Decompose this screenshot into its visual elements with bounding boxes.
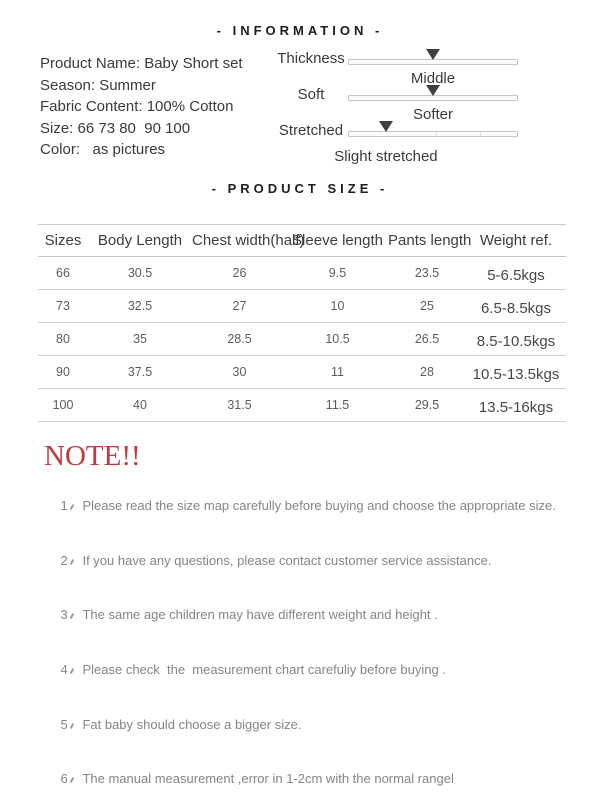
note-item [46, 534, 556, 589]
cell-size: 90 [56, 365, 70, 379]
track-segment-divider [436, 132, 437, 136]
enumeration-comma-icon [70, 723, 75, 729]
col-header-pants-length: Pants length [388, 232, 472, 249]
note-item-number: 2 [60, 552, 68, 568]
cell-size: 80 [56, 332, 70, 346]
cell-body-length: 37.5 [127, 365, 153, 379]
cell-pants-length: 26.5 [414, 332, 440, 346]
col-header-weight-ref: Weight ref. [479, 232, 553, 249]
note-item-text: The manual measurement ,error in 1-2cm with the normal rangel [82, 771, 454, 787]
note-item [46, 643, 556, 698]
note-item-number: 5 [60, 716, 68, 732]
stretched-slider-row [272, 118, 522, 165]
cell-sleeve-length: 11 [331, 365, 344, 379]
color-line: Color: as pictures [40, 141, 166, 158]
cell-chest-width: 28.5 [227, 332, 252, 346]
soft-value-label: Softer [412, 106, 454, 123]
note-item-number: 4 [60, 662, 68, 678]
stretched-value-label: Slight stretched [334, 148, 438, 165]
cell-body-length: 40 [133, 398, 147, 412]
product-info-block [40, 53, 243, 161]
thickness-slider-marker-icon [426, 49, 440, 60]
col-header-body-length: Body Length [97, 232, 183, 249]
track-segment-divider [480, 132, 481, 136]
cell-chest-width: 30 [232, 365, 247, 379]
note-title: NOTE!! [44, 440, 141, 472]
cell-sleeve-length: 11.5 [325, 398, 350, 412]
size-line: Size: 66 73 80 90 100 [40, 119, 191, 137]
cell-weight-ref: 8.5-10.5kgs [476, 333, 556, 350]
note-item [46, 588, 556, 643]
stretched-label: Stretched [278, 122, 344, 139]
stretched-slider-marker-icon [379, 121, 393, 132]
cell-weight-ref: 10.5-13.5kgs [472, 366, 560, 383]
soft-slider-row [272, 82, 522, 123]
cell-size: 100 [52, 398, 74, 412]
enumeration-comma-icon [70, 668, 75, 674]
cell-pants-length: 28 [420, 365, 434, 379]
cell-body-length: 35 [133, 332, 147, 346]
cell-pants-length: 25 [420, 299, 434, 313]
thickness-slider-row [272, 46, 522, 87]
cell-pants-length: 29.5 [414, 398, 440, 412]
cell-size: 73 [56, 299, 70, 313]
thickness-value-label: Middle [410, 70, 456, 87]
note-item-text: If you have any questions, please contact customer service assistance. [82, 552, 492, 568]
information-section-title: - INFORMATION - [216, 23, 384, 38]
col-header-chest-width: Chest width(half) [192, 232, 305, 249]
thickness-slider-track [348, 59, 518, 87]
cell-chest-width: 26 [232, 266, 247, 280]
product-size-section-title: - PRODUCT SIZE - [211, 181, 389, 196]
enumeration-comma-icon [70, 559, 75, 565]
table-row [38, 290, 566, 323]
cell-body-length: 32.5 [127, 299, 153, 313]
soft-slider-track [348, 95, 518, 123]
note-item [46, 752, 556, 807]
note-item-number: 6 [60, 771, 68, 787]
note-list [46, 479, 556, 807]
cell-weight-ref: 13.5-16kgs [478, 399, 554, 416]
cell-sleeve-length: 10 [330, 299, 345, 313]
note-item-text: Please read the size map carefully before buying and choose the appropriate size. [82, 498, 556, 514]
note-item-text: Fat baby should choose a bigger size. [82, 716, 302, 732]
table-row [38, 389, 566, 422]
product-name-line: Product Name: Baby Short set [40, 55, 243, 72]
soft-slider-marker-icon [426, 85, 440, 96]
cell-sleeve-length: 10.5 [325, 332, 350, 346]
cell-sleeve-length: 9.5 [328, 266, 347, 280]
col-header-sizes: Sizes [44, 232, 82, 249]
soft-label: Soft [297, 86, 325, 103]
note-item-text: Please check the measurement chart carefuliy before buying . [82, 662, 446, 678]
cell-body-length: 30.5 [127, 266, 153, 280]
note-item-number: 3 [60, 607, 68, 623]
note-item [46, 479, 556, 534]
enumeration-comma-icon [70, 777, 75, 783]
table-row [38, 323, 566, 356]
cell-size: 66 [56, 266, 70, 280]
note-item-number: 1 [60, 498, 68, 514]
cell-weight-ref: 6.5-8.5kgs [480, 300, 552, 317]
enumeration-comma-icon [70, 504, 75, 510]
cell-weight-ref: 5-6.5kgs [487, 267, 545, 284]
cell-chest-width: 31.5 [227, 398, 252, 412]
col-header-sleeve-length: Sleeve length [292, 232, 383, 249]
fabric-content-line: Fabric Content: 100% Cotton [40, 98, 234, 115]
season-line: Season: Summer [40, 76, 156, 94]
table-header-row [38, 225, 566, 257]
cell-chest-width: 27 [232, 299, 247, 313]
thickness-label: Thickness [277, 50, 345, 67]
enumeration-comma-icon [70, 613, 75, 619]
table-row [38, 257, 566, 290]
stretched-slider-track [334, 131, 518, 165]
table-row [38, 356, 566, 389]
size-chart-table [38, 224, 566, 422]
note-item-text: The same age children may have different weight and height . [82, 607, 438, 623]
cell-pants-length: 23.5 [414, 266, 440, 280]
note-item [46, 697, 556, 752]
